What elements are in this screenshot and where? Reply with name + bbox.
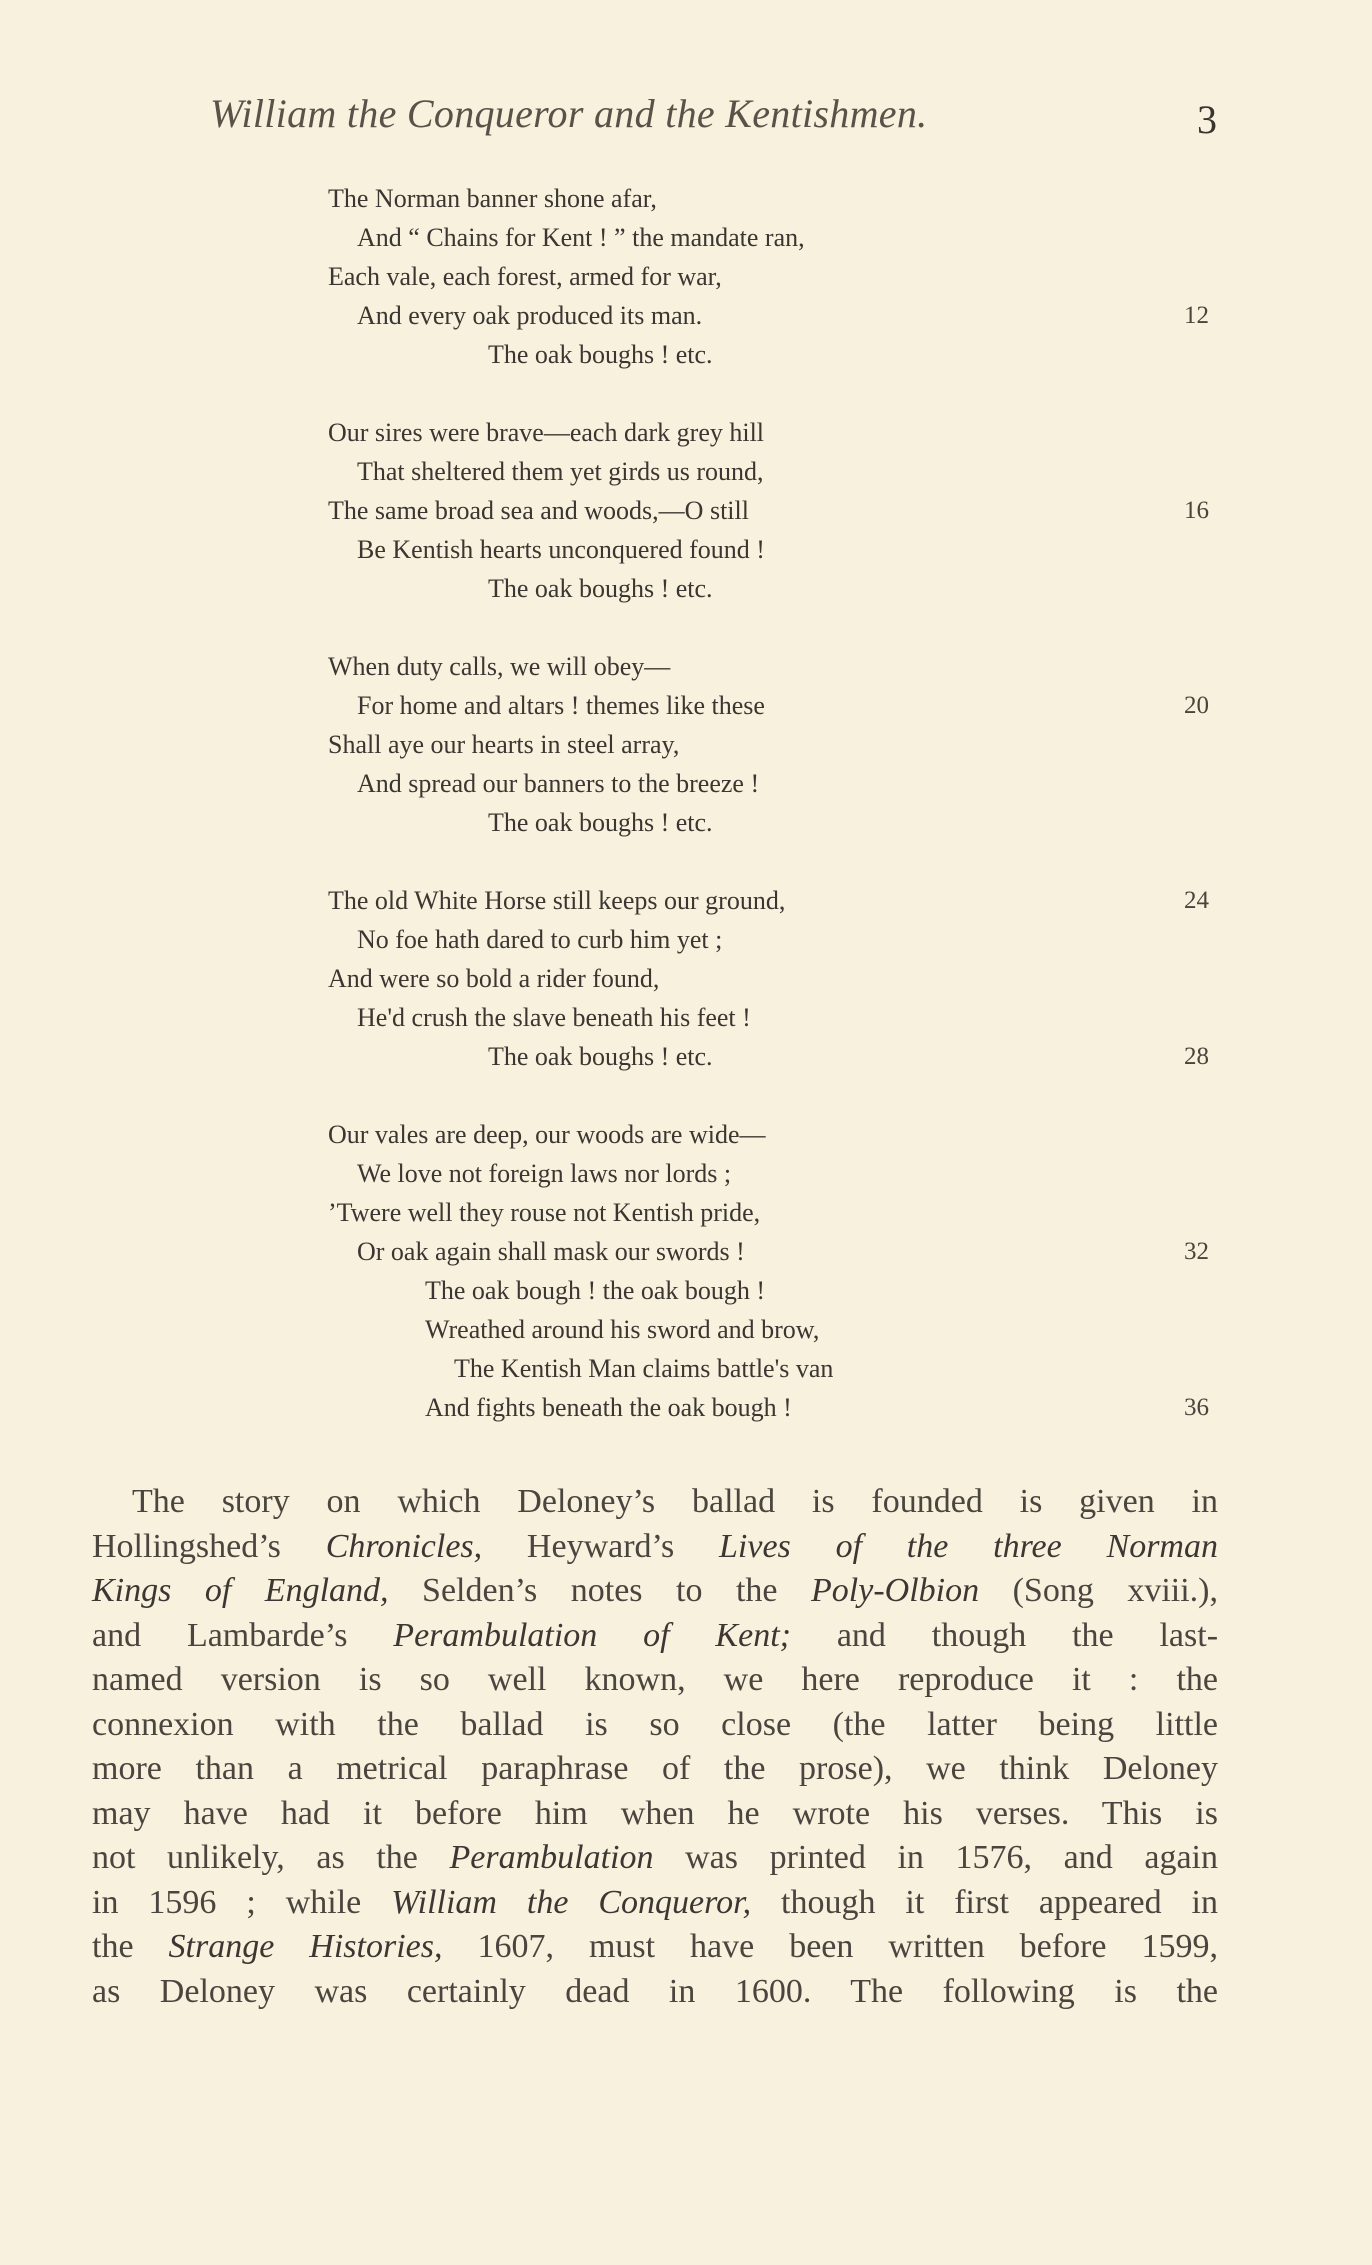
poem-line xyxy=(328,881,1228,920)
poem-line-text: The oak boughs ! etc. xyxy=(488,808,713,837)
italic-title: Lives of the three Norman xyxy=(719,1527,1218,1565)
poem-line-text: The Kentish Man claims battle's van xyxy=(454,1354,834,1383)
prose-text: though it first appeared in xyxy=(751,1883,1218,1921)
poem-line xyxy=(328,803,1228,842)
poem-line-text: The oak boughs ! etc. xyxy=(488,1042,713,1071)
poem-line-text: Be Kentish hearts unconquered found ! xyxy=(357,535,765,564)
prose-line xyxy=(92,1925,1218,1970)
prose-line xyxy=(92,1569,1218,1614)
poem-line-text: The oak boughs ! etc. xyxy=(488,340,713,369)
poem-line xyxy=(328,764,1228,803)
poem-line xyxy=(328,530,1228,569)
poem-line xyxy=(328,569,1228,608)
prose-line xyxy=(92,1881,1218,1926)
poem-line-text: Our sires were brave—each dark grey hill xyxy=(328,418,765,447)
prose-line xyxy=(92,1792,1218,1837)
poem-line-text: The oak bough ! the oak bough ! xyxy=(425,1276,766,1305)
poem-line-text: And spread our banners to the breeze ! xyxy=(357,769,760,798)
prose-line xyxy=(92,1970,1218,2015)
prose-line xyxy=(92,1658,1218,1703)
prose-text: Heyward’s xyxy=(482,1527,720,1565)
poem-line xyxy=(328,413,1228,452)
prose-text: (Song xviii.), xyxy=(979,1572,1218,1609)
poem-line-text: We love not foreign laws nor lords ; xyxy=(357,1159,732,1188)
italic-title: Poly-Olbion xyxy=(811,1572,980,1609)
line-number: 32 xyxy=(1184,1238,1209,1265)
prose-paragraph xyxy=(92,1480,1218,2014)
poem-line xyxy=(328,1349,1228,1388)
prose-line xyxy=(92,1747,1218,1792)
prose-line xyxy=(92,1614,1218,1659)
poem-line-text: Each vale, each forest, armed for war, xyxy=(328,262,722,291)
poem-line-text: For home and altars ! themes like these xyxy=(357,691,765,720)
poem-stanza xyxy=(328,179,1228,374)
prose-text: named version is so well known, we here reproduce it : the xyxy=(92,1661,1218,1698)
poem-line xyxy=(328,920,1228,959)
poem-line xyxy=(328,218,1228,257)
poem-line-text: Our vales are deep, our woods are wide— xyxy=(328,1120,766,1149)
poem-line-text: The Norman banner shone afar, xyxy=(328,184,657,213)
poem-line-text: And every oak produced its man. xyxy=(357,301,703,330)
poem-line xyxy=(328,491,1228,530)
poem-line xyxy=(328,1310,1228,1349)
italic-title: Kings of England, xyxy=(92,1572,389,1609)
poem-line-text: Wreathed around his sword and brow, xyxy=(425,1315,820,1344)
line-number: 20 xyxy=(1184,692,1209,719)
italic-title: William the Conqueror, xyxy=(391,1883,752,1921)
poem-line xyxy=(328,1388,1228,1427)
italic-title: Strange Histories, xyxy=(168,1928,443,1965)
poem-stanza xyxy=(328,413,1228,608)
poem-line xyxy=(328,296,1228,335)
italic-title: Perambulation of Kent; xyxy=(393,1616,791,1654)
poem-line xyxy=(328,725,1228,764)
poem-line xyxy=(328,686,1228,725)
poem-line xyxy=(328,335,1228,374)
prose-text: and though the last- xyxy=(790,1616,1219,1654)
poem-line-text: That sheltered them yet girds us round, xyxy=(357,457,764,486)
poem-line xyxy=(328,1271,1228,1310)
prose-text: connexion with the ballad is so close (the latter being little xyxy=(92,1705,1218,1743)
poem-line xyxy=(328,959,1228,998)
page-number: 3 xyxy=(1197,97,1217,142)
italic-title: Chronicles, xyxy=(325,1527,483,1565)
poem-line-text: And fights beneath the oak bough ! xyxy=(425,1393,792,1422)
prose-line xyxy=(92,1525,1218,1570)
poem-line xyxy=(328,1115,1228,1154)
prose-text: in 1596 ; while xyxy=(92,1883,392,1921)
poem-line-text: The old White Horse still keeps our ground, xyxy=(328,886,786,915)
poem-line-text: ’Twere well they rouse not Kentish pride, xyxy=(328,1198,761,1227)
poem-stanza xyxy=(328,647,1228,842)
poem-line-text: The oak boughs ! etc. xyxy=(488,574,713,603)
line-number: 16 xyxy=(1184,497,1209,524)
poem-line xyxy=(328,1232,1228,1271)
prose-text: The story on which Deloney’s ballad is founded is given in xyxy=(132,1483,1218,1520)
prose-text: not unlikely, as the xyxy=(92,1839,450,1876)
poem-line xyxy=(328,1154,1228,1193)
prose-text: the xyxy=(92,1928,169,1965)
line-number: 12 xyxy=(1184,302,1209,329)
italic-title: Perambulation xyxy=(449,1839,654,1876)
poem-line xyxy=(328,1193,1228,1232)
poem xyxy=(328,179,1228,1466)
poem-line-text: And were so bold a rider found, xyxy=(328,964,660,993)
poem-line xyxy=(328,647,1228,686)
prose-text: may have had it before him when he wrote his verses. This is xyxy=(92,1794,1218,1832)
prose-text: was printed in 1576, and again xyxy=(653,1839,1218,1876)
poem-line xyxy=(328,452,1228,491)
poem-line xyxy=(328,998,1228,1037)
line-number: 36 xyxy=(1184,1394,1209,1421)
prose-text: as Deloney was certainly dead in 1600. The following is the xyxy=(92,1972,1218,2010)
prose-text: Hollingshed’s xyxy=(92,1527,326,1565)
poem-line-text: No foe hath dared to curb him yet ; xyxy=(357,925,723,954)
poem-line xyxy=(328,1037,1228,1076)
poem-line xyxy=(328,257,1228,296)
prose-line xyxy=(92,1703,1218,1748)
line-number: 28 xyxy=(1184,1043,1209,1070)
line-number: 24 xyxy=(1184,887,1209,914)
running-head-title: William the Conqueror and the Kentishmen. xyxy=(210,91,928,136)
poem-line-text: Shall aye our hearts in steel array, xyxy=(328,730,680,759)
poem-line-text: Or oak again shall mask our swords ! xyxy=(357,1237,745,1266)
prose-line xyxy=(92,1836,1218,1881)
prose-text: and Lambarde’s xyxy=(92,1616,394,1654)
poem-line-text: When duty calls, we will obey— xyxy=(328,652,671,681)
poem-line-text: He'd crush the slave beneath his feet ! xyxy=(357,1003,751,1032)
poem-stanza xyxy=(328,881,1228,1076)
poem-line xyxy=(328,179,1228,218)
poem-line-text: The same broad sea and woods,—O still xyxy=(328,496,749,525)
poem-line-text: And “ Chains for Kent ! ” the mandate ran, xyxy=(357,223,805,252)
prose-text: more than a metrical paraphrase of the prose), we think Deloney xyxy=(92,1750,1218,1787)
prose-line xyxy=(92,1480,1218,1525)
prose-text: 1607, must have been written before 1599, xyxy=(442,1928,1218,1965)
poem-stanza xyxy=(328,1115,1228,1427)
prose-text: Selden’s notes to the xyxy=(388,1572,812,1609)
